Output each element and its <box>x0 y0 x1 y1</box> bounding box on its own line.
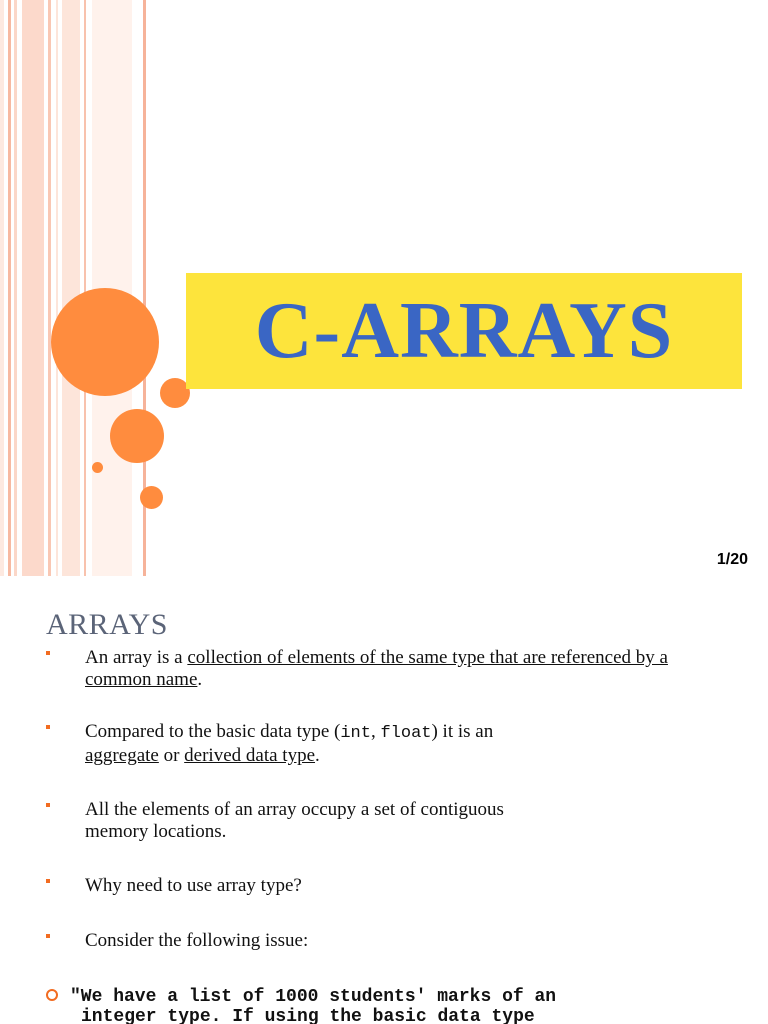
bullet-text: All the elements of an array occupy a set of contiguous memory locations. <box>85 799 504 842</box>
decor-stripe <box>48 0 51 576</box>
code-int: int <box>340 724 371 743</box>
decor-stripe <box>14 0 17 576</box>
bullet-marker <box>46 651 50 655</box>
decor-stripe <box>56 0 58 576</box>
slide-title: C-ARRAYS <box>254 286 674 375</box>
content-slide <box>0 576 768 1024</box>
bullet-marker <box>46 879 50 883</box>
decor-stripe <box>22 0 44 576</box>
decor-circle <box>51 288 159 396</box>
code-float: float <box>380 724 432 743</box>
bullet-marker <box>46 725 50 729</box>
bullet-marker <box>46 803 50 807</box>
decor-circle <box>92 462 103 473</box>
text-span: Compared to the basic data type ( <box>85 721 341 742</box>
text-span: or <box>158 745 185 766</box>
text-span: . <box>315 745 320 766</box>
text-span: An array is a <box>85 647 188 668</box>
decor-circle <box>140 486 163 509</box>
decor-stripe <box>8 0 11 576</box>
text-span: . <box>197 669 203 690</box>
bullet-marker <box>46 934 50 938</box>
quote-line: integer type. If using the basic data type <box>81 1007 535 1024</box>
decor-stripe <box>62 0 80 576</box>
bullet-text <box>85 721 705 767</box>
underlined-term: aggregate <box>85 745 159 766</box>
bullet-text: Why need to use array type? <box>85 875 302 896</box>
title-banner <box>186 273 742 389</box>
underlined-term: derived data type <box>184 745 316 766</box>
underlined-phrase: collection of elements of the same type that are referenced by a common name <box>85 647 668 690</box>
slide-heading: ARRAYS <box>46 608 168 641</box>
decor-stripe <box>0 0 4 576</box>
ring-bullet-icon <box>46 989 58 1001</box>
page-number: 1/20 <box>716 551 748 568</box>
quote-text <box>70 987 750 1024</box>
bullet-text: Consider the following issue: <box>85 930 309 951</box>
text-span: ) it is an <box>431 721 494 742</box>
decor-stripe <box>84 0 86 576</box>
decor-circle <box>110 409 164 463</box>
text-span: , <box>370 721 381 742</box>
bullet-text <box>85 647 705 691</box>
quote-line: "We have a list of 1000 students' marks of an <box>70 987 557 1007</box>
